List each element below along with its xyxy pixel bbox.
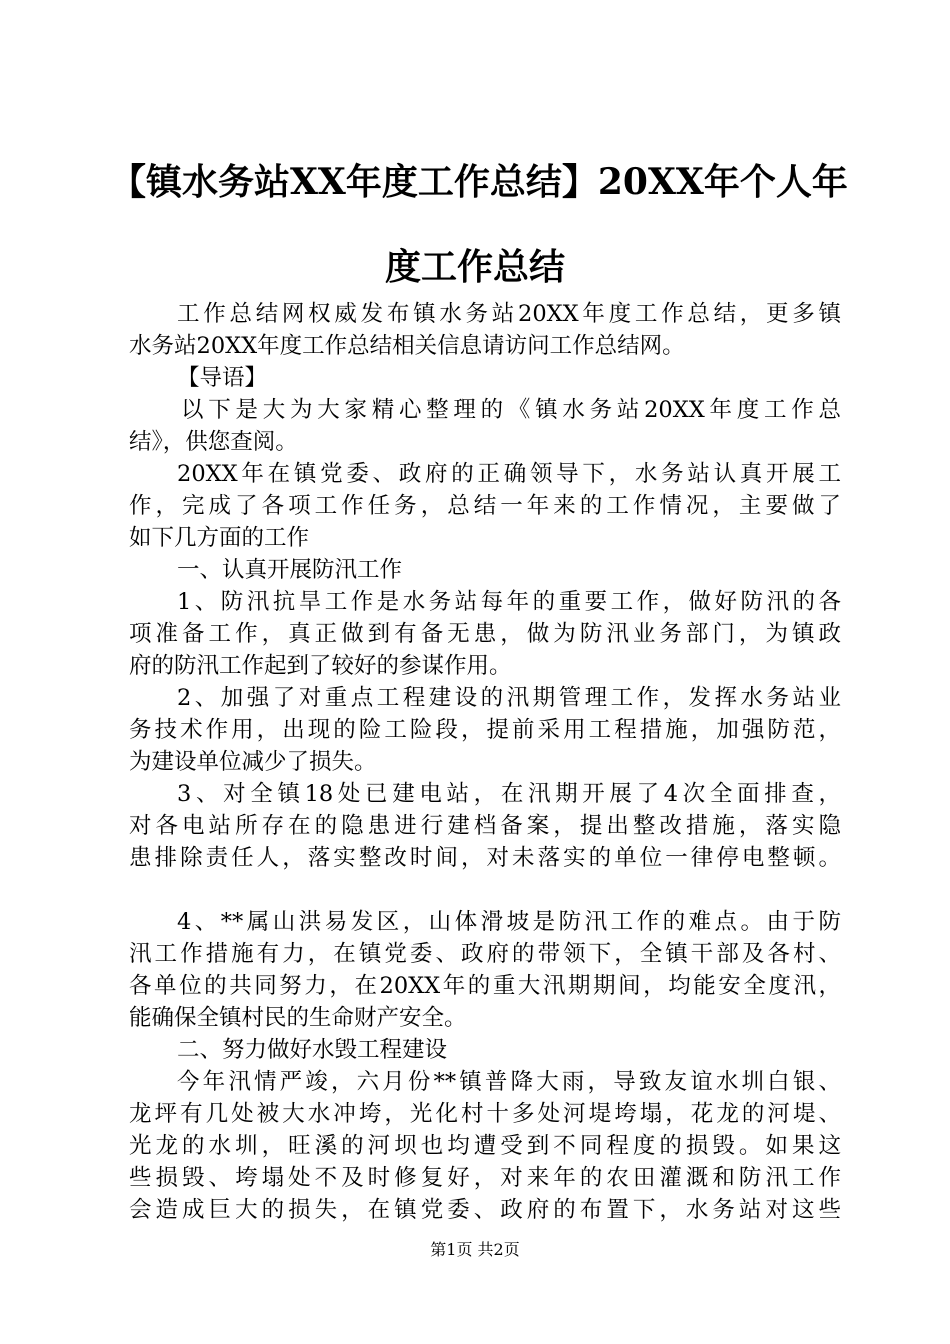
text-line: 一、认真开展防汛工作 [177, 557, 403, 583]
document-body [129, 298, 841, 1226]
text-line: 患排除责任人，落实整改时间，对未落实的单位一律停电整顿。 [129, 845, 841, 871]
text-line: 结》，供您查阅。 [129, 429, 298, 455]
text-line: 工作总结网权威发布镇水务站20XX年度工作总结，更多镇 [177, 301, 841, 327]
text-line: 【导语】 [177, 365, 268, 391]
text-line: 作，完成了各项工作任务，总结一年来的工作情况，主要做了 [129, 493, 841, 519]
text-line: 1、防汛抗旱工作是水务站每年的重要工作，做好防汛的各 [177, 589, 841, 615]
page-footer: 第1页 共2页 [430, 1240, 520, 1259]
text-line: 以下是大为大家精心整理的《镇水务站20XX年度工作总 [181, 397, 841, 423]
text-line: 为建设单位减少了损失。 [129, 749, 377, 775]
paragraph-flood-damage [129, 1066, 841, 1226]
text-line: 3、对全镇18处已建电站，在汛期开展了4次全面排查， [177, 781, 841, 807]
text-line: 汛工作措施有力，在镇党委、政府的带领下，全镇干部及各村、 [129, 941, 841, 967]
text-line: 2、加强了对重点工程建设的汛期管理工作，发挥水务站业 [177, 685, 841, 711]
text-line: 些损毁、垮塌处不及时修复好，对来年的农田灌溉和防汛工作 [129, 1165, 841, 1191]
text-line: 二、努力做好水毁工程建设 [177, 1037, 448, 1063]
text-line: 会造成巨大的损失，在镇党委、政府的布置下，水务站对这些 [129, 1197, 841, 1223]
document-title-line-1: 【镇水务站XX年度工作总结】20XX年个人年 [110, 161, 848, 203]
text-line: 府的防汛工作起到了较好的参谋作用。 [129, 653, 512, 679]
paragraph-lead-label [129, 362, 841, 394]
paragraph-overview [129, 458, 841, 554]
document-title-line-2: 度工作总结 [384, 246, 565, 288]
paragraph-intro [129, 298, 841, 362]
text-line: 水务站20XX年度工作总结相关信息请访问工作总结网。 [129, 333, 685, 359]
text-line: 项准备工作，真正做到有备无患，做为防汛业务部门，为镇政 [129, 621, 841, 647]
paragraph-item-2 [129, 682, 841, 778]
section-heading-1 [129, 554, 841, 586]
text-line: 对各电站所存在的隐患进行建档备案，提出整改措施，落实隐 [129, 813, 841, 839]
blank-line [129, 874, 841, 906]
paragraph-item-3 [129, 778, 841, 874]
text-line: 今年汛情严竣，六月份**镇普降大雨，导致友谊水圳白银、 [177, 1069, 841, 1095]
text-line: 各单位的共同努力，在20XX年的重大汛期期间，均能安全度汛， [129, 973, 841, 999]
text-line: 20XX年在镇党委、政府的正确领导下，水务站认真开展工 [177, 461, 841, 487]
text-line: 光龙的水圳，旺溪的河坝也均遭受到不同程度的损毁。如果这 [129, 1133, 841, 1159]
text-line: 能确保全镇村民的生命财产安全。 [129, 1005, 467, 1031]
paragraph-item-4 [129, 906, 841, 1034]
paragraph-lead [129, 394, 841, 458]
paragraph-item-1 [129, 586, 841, 682]
text-line: 4、**属山洪易发区，山体滑坡是防汛工作的难点。由于防 [177, 909, 841, 935]
text-line: 如下几方面的工作 [129, 525, 310, 551]
text-line: 务技术作用，出现的险工险段，提前采用工程措施，加强防范， [129, 717, 841, 743]
text-line: 龙坪有几处被大水冲垮，光化村十多处河堤垮塌，花龙的河堤、 [129, 1101, 841, 1127]
section-heading-2 [129, 1034, 841, 1066]
